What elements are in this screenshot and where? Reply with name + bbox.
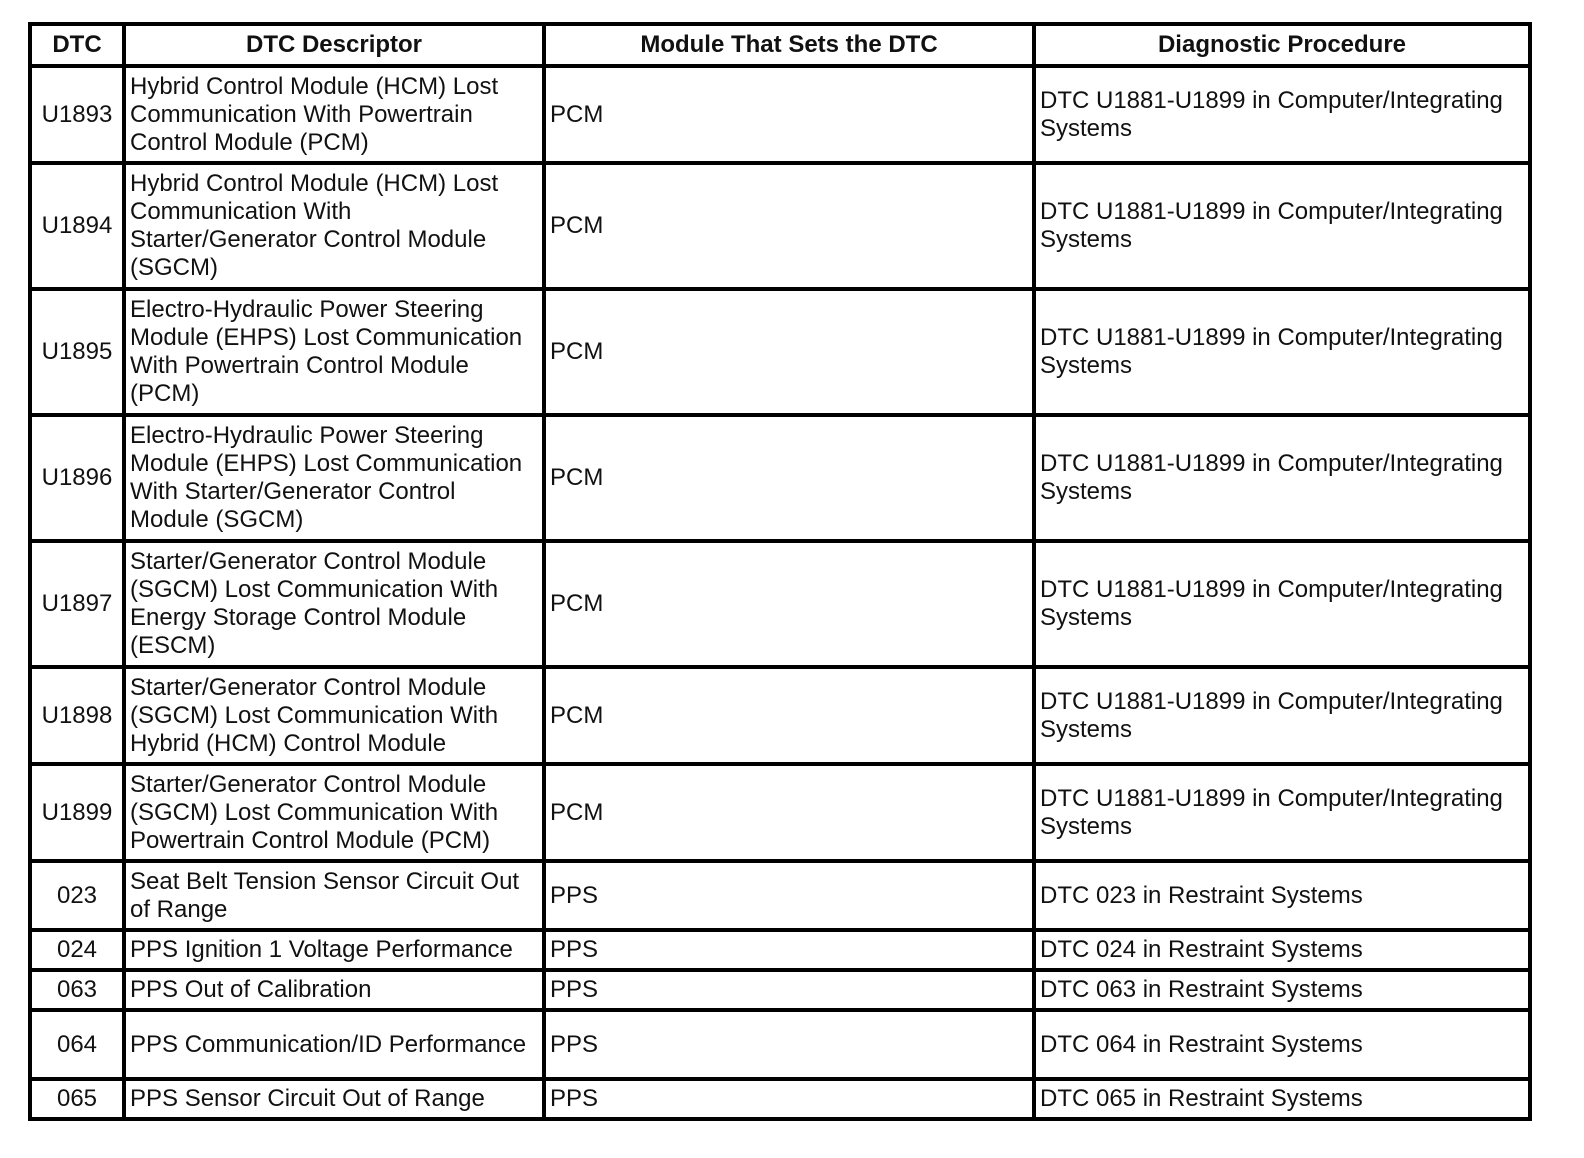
setting-module: PCM (544, 764, 1034, 861)
dtc-code: U1897 (30, 541, 124, 667)
dtc-descriptor: Seat Belt Tension Sensor Circuit Out of Range (124, 861, 544, 930)
dtc-descriptor: Starter/Generator Control Module (SGCM) Lost Communication With Energy Storage Control Module (ESCM) (124, 541, 544, 667)
dtc-descriptor: Starter/Generator Control Module (SGCM) Lost Communication With Hybrid (HCM) Control Module (124, 667, 544, 764)
dtc-code: U1899 (30, 764, 124, 861)
dtc-descriptor: PPS Sensor Circuit Out of Range (124, 1079, 544, 1119)
setting-module: PCM (544, 541, 1034, 667)
dtc-code: U1894 (30, 163, 124, 289)
table-row (30, 541, 1530, 667)
setting-module: PCM (544, 667, 1034, 764)
table-row (30, 667, 1530, 764)
diagnostic-procedure: DTC U1881-U1899 in Computer/Integrating Systems (1034, 764, 1530, 861)
header-descriptor: DTC Descriptor (124, 24, 544, 66)
diagnostic-procedure: DTC 024 in Restraint Systems (1034, 930, 1530, 970)
setting-module: PCM (544, 289, 1034, 415)
table-row (30, 1010, 1530, 1079)
dtc-descriptor: PPS Communication/ID Performance (124, 1010, 544, 1079)
table-body (30, 66, 1530, 1119)
dtc-code: 064 (30, 1010, 124, 1079)
diagnostic-procedure: DTC U1881-U1899 in Computer/Integrating Systems (1034, 66, 1530, 163)
table-row (30, 415, 1530, 541)
setting-module: PPS (544, 1010, 1034, 1079)
table-row (30, 66, 1530, 163)
header-row (30, 24, 1530, 66)
dtc-descriptor: Hybrid Control Module (HCM) Lost Communication With Starter/Generator Control Module (SGCM) (124, 163, 544, 289)
diagnostic-procedure: DTC U1881-U1899 in Computer/Integrating Systems (1034, 541, 1530, 667)
table-row (30, 1079, 1530, 1119)
dtc-descriptor: PPS Ignition 1 Voltage Performance (124, 930, 544, 970)
setting-module: PPS (544, 930, 1034, 970)
setting-module: PCM (544, 66, 1034, 163)
diagnostic-procedure: DTC U1881-U1899 in Computer/Integrating Systems (1034, 667, 1530, 764)
table-row (30, 970, 1530, 1010)
dtc-descriptor: Electro-Hydraulic Power Steering Module (EHPS) Lost Communication With Starter/Generator Control Module (SGCM) (124, 415, 544, 541)
dtc-code: 063 (30, 970, 124, 1010)
header-dtc: DTC (30, 24, 124, 66)
setting-module: PPS (544, 1079, 1034, 1119)
diagnostic-procedure: DTC U1881-U1899 in Computer/Integrating Systems (1034, 163, 1530, 289)
diagnostic-procedure: DTC 065 in Restraint Systems (1034, 1079, 1530, 1119)
diagnostic-procedure: DTC 064 in Restraint Systems (1034, 1010, 1530, 1079)
table-row (30, 289, 1530, 415)
dtc-descriptor: Hybrid Control Module (HCM) Lost Communication With Powertrain Control Module (PCM) (124, 66, 544, 163)
dtc-code: U1896 (30, 415, 124, 541)
setting-module: PPS (544, 970, 1034, 1010)
dtc-code: 065 (30, 1079, 124, 1119)
dtc-code: U1898 (30, 667, 124, 764)
table-row (30, 930, 1530, 970)
dtc-code: 023 (30, 861, 124, 930)
diagnostic-procedure: DTC U1881-U1899 in Computer/Integrating Systems (1034, 415, 1530, 541)
table-header (30, 24, 1530, 66)
dtc-code: U1893 (30, 66, 124, 163)
setting-module: PPS (544, 861, 1034, 930)
dtc-code: U1895 (30, 289, 124, 415)
setting-module: PCM (544, 415, 1034, 541)
diagnostic-procedure: DTC 023 in Restraint Systems (1034, 861, 1530, 930)
diagnostic-procedure: DTC U1881-U1899 in Computer/Integrating Systems (1034, 289, 1530, 415)
table-row (30, 163, 1530, 289)
diagnostic-procedure: DTC 063 in Restraint Systems (1034, 970, 1530, 1010)
dtc-descriptor: Starter/Generator Control Module (SGCM) Lost Communication With Powertrain Control Module (PCM) (124, 764, 544, 861)
setting-module: PCM (544, 163, 1034, 289)
dtc-descriptor: Electro-Hydraulic Power Steering Module (EHPS) Lost Communication With Powertrain Control Module (PCM) (124, 289, 544, 415)
dtc-table (28, 22, 1532, 1121)
table-row (30, 861, 1530, 930)
header-module: Module That Sets the DTC (544, 24, 1034, 66)
table-row (30, 764, 1530, 861)
header-procedure: Diagnostic Procedure (1034, 24, 1530, 66)
dtc-descriptor: PPS Out of Calibration (124, 970, 544, 1010)
dtc-code: 024 (30, 930, 124, 970)
